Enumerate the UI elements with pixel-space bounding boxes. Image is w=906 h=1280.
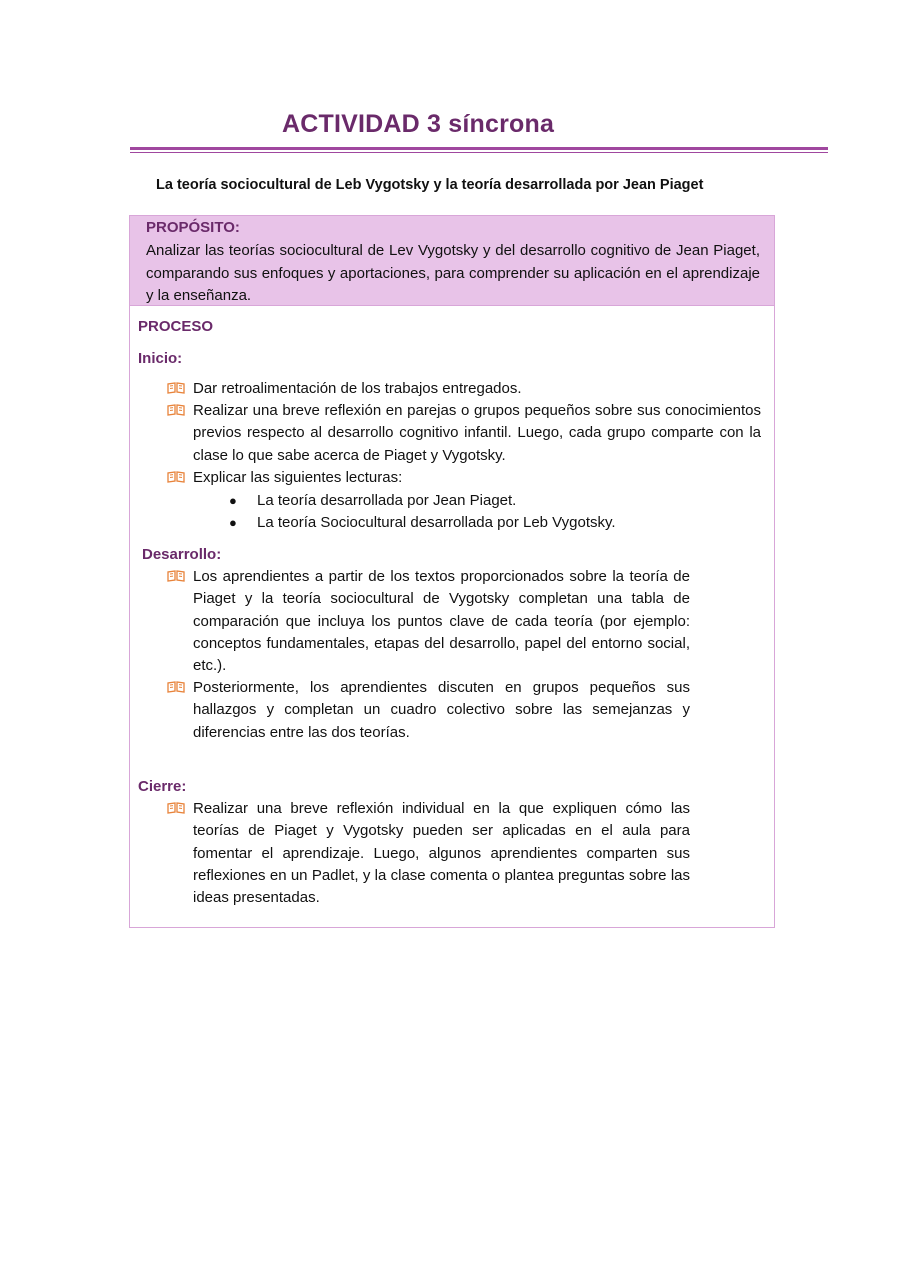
- dot-bullet: ●: [229, 493, 237, 508]
- book-bullet-icon: [166, 403, 188, 417]
- inicio-item-3: Explicar las siguientes lecturas:: [193, 469, 403, 486]
- page-subtitle: La teoría sociocultural de Leb Vygotsky y la teoría desarrollada por Jean Piaget: [156, 177, 704, 193]
- cierre-heading: Cierre:: [138, 778, 187, 795]
- reading-item-2: La teoría Sociocultural desarrollada por Leb Vygotsky.: [257, 514, 616, 531]
- dot-bullet: ●: [229, 515, 237, 530]
- reading-item-1: La teoría desarrollada por Jean Piaget.: [257, 492, 517, 509]
- desarrollo-item-1: Los aprendientes a partir de los textos proporcionados sobre la teoría de Piaget y la teoría sociocultural de Vygotsky completan una tabla de comparación que incluya los puntos clave de cada teoría (por ejemplo: conceptos fundamentales, etapas del desarrollo, papel del entorno social, etc.).: [193, 568, 690, 675]
- purpose-text: Analizar las teorías sociocultural de Lev Vygotsky y del desarrollo cognitivo de Jean Piaget, comparando sus enfoques y aportaciones, para comprender su aplicación en el aprendizaje y la enseñanza.: [146, 242, 760, 304]
- title-rule-thick: [130, 147, 828, 150]
- book-bullet-icon: [166, 381, 188, 395]
- purpose-label: PROPÓSITO:: [146, 219, 240, 236]
- book-bullet-icon: [166, 680, 188, 694]
- book-bullet-icon: [166, 801, 188, 815]
- book-bullet-icon: [166, 470, 188, 484]
- activity-box: [129, 215, 775, 928]
- inicio-item-1: Dar retroalimentación de los trabajos entregados.: [193, 380, 522, 397]
- desarrollo-item-2: Posteriormente, los aprendientes discuten en grupos pequeños sus hallazgos y completan un cuadro colectivo sobre las semejanzas y diferencias entre las dos teorías.: [193, 679, 690, 741]
- page-title: ACTIVIDAD 3 síncrona: [282, 110, 555, 138]
- purpose-panel: [130, 216, 774, 306]
- desarrollo-heading: Desarrollo:: [142, 546, 222, 563]
- inicio-heading: Inicio:: [138, 350, 183, 367]
- cierre-item-1: Realizar una breve reflexión individual en la que expliquen cómo las teorías de Piaget y Vygotsky pueden ser aplicadas en el aula para fomentar el aprendizaje. Luego, algunos aprendientes comparten sus reflexiones en un Padlet, y la clase comenta o plantea preguntas sobre las ideas presentadas.: [193, 800, 690, 907]
- title-rule-thin: [130, 152, 828, 153]
- inicio-item-2: Realizar una breve reflexión en parejas o grupos pequeños sobre sus conocimientos previos respecto al desarrollo cognitivo infantil. Luego, cada grupo comparte con la clase lo que sabe acerca de Piaget y Vygotsky.: [193, 402, 761, 464]
- book-bullet-icon: [166, 569, 188, 583]
- process-heading: PROCESO: [138, 318, 214, 335]
